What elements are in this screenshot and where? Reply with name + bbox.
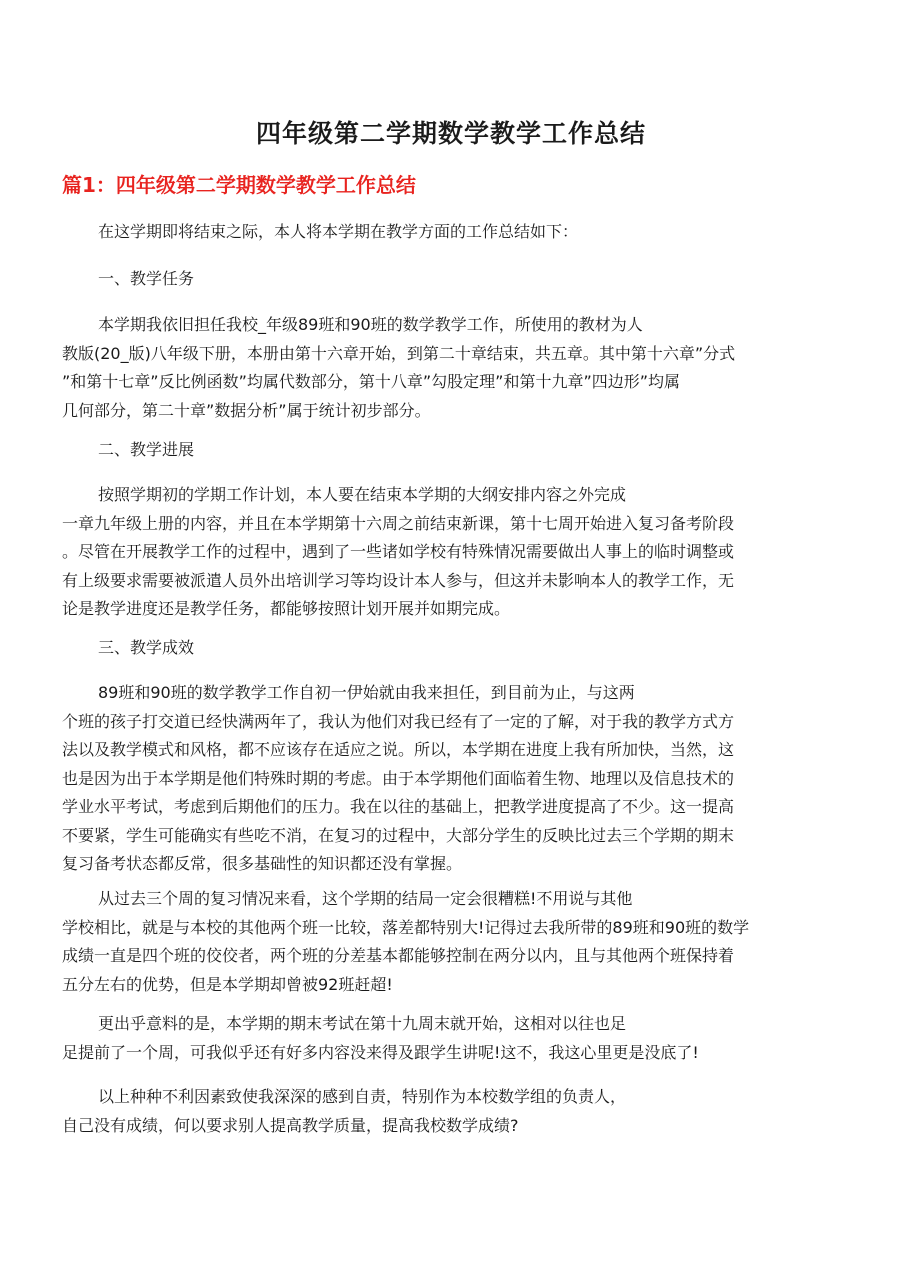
paragraph-line: 以上种种不利因素致使我深深的感到自责，特别作为本校数学组的负责人， (98, 1087, 627, 1106)
intro-paragraph (62, 218, 840, 247)
paragraph-line: 几何部分，第二十章”数据分析”属于统计初步部分。 (62, 400, 431, 420)
paragraph-line: 学校相比，就是与本校的其他两个班一比较，落差都特别大!记得过去我所带的89班和90班的数学 (62, 917, 750, 937)
paragraph-line: 法以及教学模式和风格，都不应该存在适应之说。所以，本学期在进度上我有所加快，当然，这 (62, 740, 735, 759)
paragraph-line: 足提前了一个周，可我似乎还有好多内容没来得及跟学生讲呢!这不，我这心里更是没底了! (62, 1042, 699, 1062)
intro-line: 在这学期即将结束之际，本人将本学期在教学方面的工作总结如下： (98, 222, 579, 241)
paragraph-self-reflection (62, 1083, 840, 1140)
paragraph-line: 本学期我依旧担任我校_年级89班和90班的数学教学工作，所使用的教材为人 (98, 315, 643, 334)
paragraph-line: 自己没有成绩，何以要求别人提高教学质量，提高我校数学成绩? (62, 1115, 519, 1135)
paragraph-line: 不要紧，学生可能确实有些吃不消，在复习的过程中，大部分学生的反映比过去三个学期的期末 (62, 825, 735, 845)
heading-teaching-progress: 二、教学进展 (98, 440, 195, 459)
paragraph-line: 也是因为出于本学期是他们特殊时期的考虑。由于本学期他们面临着生物、地理以及信息技术的 (62, 768, 735, 788)
paragraph-line: ”和第十七章”反比例函数”均属代数部分，第十八章”勾股定理”和第十九章”四边形”均属 (62, 372, 681, 391)
paragraph-line: 更出乎意料的是，本学期的期末考试在第十九周末就开始，这相对以往也足 (98, 1014, 627, 1033)
paragraph-line: 学业水平考试，考虑到后期他们的压力。我在以往的基础上，把教学进度提高了不少。这一提高 (62, 797, 735, 816)
paragraph-teaching-results (62, 679, 840, 879)
paragraph-line: 按照学期初的学期工作计划，本人要在结束本学期的大纲安排内容之外完成 (98, 485, 627, 504)
paragraph-teaching-progress (62, 481, 840, 624)
paragraph-teaching-task (62, 311, 840, 425)
paragraph-line: 从过去三个周的复习情况来看，这个学期的结局一定会很糟糕!不用说与其他 (98, 889, 633, 908)
paragraph-line: 89班和90班的数学教学工作自初一伊始就由我来担任，到目前为止，与这两 (98, 683, 635, 702)
paragraph-line: 个班的孩子打交道已经快满两年了，我认为他们对我已经有了一定的了解，对于我的教学方式方 (62, 711, 735, 731)
paragraph-line: 成绩一直是四个班的佼佼者，两个班的分差基本都能够控制在两分以内，且与其他两个班保持着 (62, 946, 735, 965)
paragraph-exam-schedule (62, 1010, 840, 1067)
paragraph-line: 教版(20_版)八年级下册，本册由第十六章开始，到第二十章结束，共五章。其中第十六章”分式 (62, 343, 736, 363)
paragraph-line: 一章九年级上册的内容，并且在本学期第十六周之前结束新课，第十七周开始进入复习备考阶段 (62, 513, 735, 533)
paragraph-line: 有上级要求需要被派遣人员外出培训学习等均设计本人参与，但这并未影响本人的教学工作，无 (62, 570, 735, 590)
paragraph-line: 复习备考状态都反常，很多基础性的知识都还没有掌握。 (62, 854, 463, 873)
paragraph-review-situation (62, 885, 840, 999)
document-title: 四年级第二学期数学教学工作总结 (255, 119, 646, 148)
paragraph-line: 。尽管在开展教学工作的过程中，遇到了一些诸如学校有特殊情况需要做出人事上的临时调整或 (62, 542, 735, 561)
section-heading: 篇1：四年级第二学期数学教学工作总结 (62, 173, 416, 197)
paragraph-line: 五分左右的优势，但是本学期却曾被92班赶超! (62, 974, 393, 994)
heading-teaching-task: 一、教学任务 (98, 269, 195, 288)
paragraph-line: 论是教学进度还是教学任务，都能够按照计划开展并如期完成。 (62, 599, 511, 618)
heading-teaching-results: 三、教学成效 (98, 638, 195, 657)
